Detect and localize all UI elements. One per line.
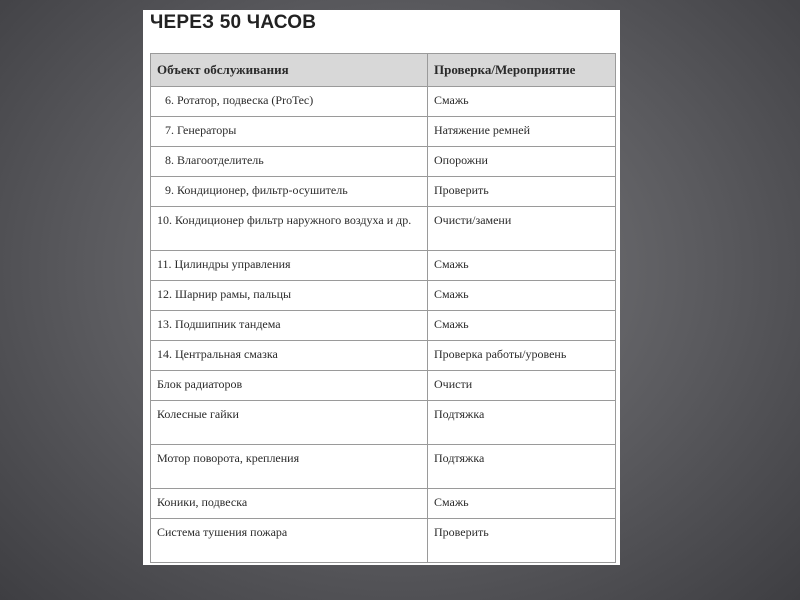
table-row [151,281,616,311]
table-row [151,251,616,281]
table-row [151,519,616,563]
cell-object: Мотор поворота, крепления [151,445,428,489]
table-row [151,87,616,117]
table-row [151,489,616,519]
cell-object: 7. Генераторы [151,117,428,147]
cell-object: 11. Цилиндры управления [151,251,428,281]
cell-object: Система тушения пожара [151,519,428,563]
cell-action: Натяжение ремней [428,117,616,147]
cell-action: Очисти/замени [428,207,616,251]
cell-action: Смажь [428,489,616,519]
cell-object: 14. Центральная смазка [151,341,428,371]
cell-action: Смажь [428,87,616,117]
cell-action: Подтяжка [428,445,616,489]
table-row [151,177,616,207]
table-row [151,147,616,177]
cell-object: 12. Шарнир рамы, пальцы [151,281,428,311]
table-row [151,311,616,341]
slide-panel [143,10,620,565]
cell-object: 6. Ротатор, подвеска (ProTec) [151,87,428,117]
table-header-row [151,54,616,87]
cell-object: 10. Кондиционер фильтр наружного воздуха и др. [151,207,428,251]
header-action: Проверка/Мероприятие [428,54,616,87]
table-row [151,445,616,489]
cell-object: 9. Кондиционер, фильтр-осушитель [151,177,428,207]
page-title: ЧЕРЕЗ 50 ЧАСОВ [150,12,317,33]
cell-action: Смажь [428,251,616,281]
cell-action: Опорожни [428,147,616,177]
cell-object: 8. Влагоотделитель [151,147,428,177]
table-row [151,207,616,251]
cell-action: Подтяжка [428,401,616,445]
cell-action: Проверить [428,519,616,563]
cell-object: Коники, подвеска [151,489,428,519]
cell-action: Проверка работы/уровень [428,341,616,371]
table-row [151,341,616,371]
cell-action: Проверить [428,177,616,207]
cell-action: Очисти [428,371,616,401]
header-object: Объект обслуживания [151,54,428,87]
cell-object: Блок радиаторов [151,371,428,401]
table-row [151,401,616,445]
table-row [151,117,616,147]
maintenance-table [150,53,616,563]
cell-object: 13. Подшипник тандема [151,311,428,341]
cell-action: Смажь [428,311,616,341]
cell-object: Колесные гайки [151,401,428,445]
table-row [151,371,616,401]
cell-action: Смажь [428,281,616,311]
